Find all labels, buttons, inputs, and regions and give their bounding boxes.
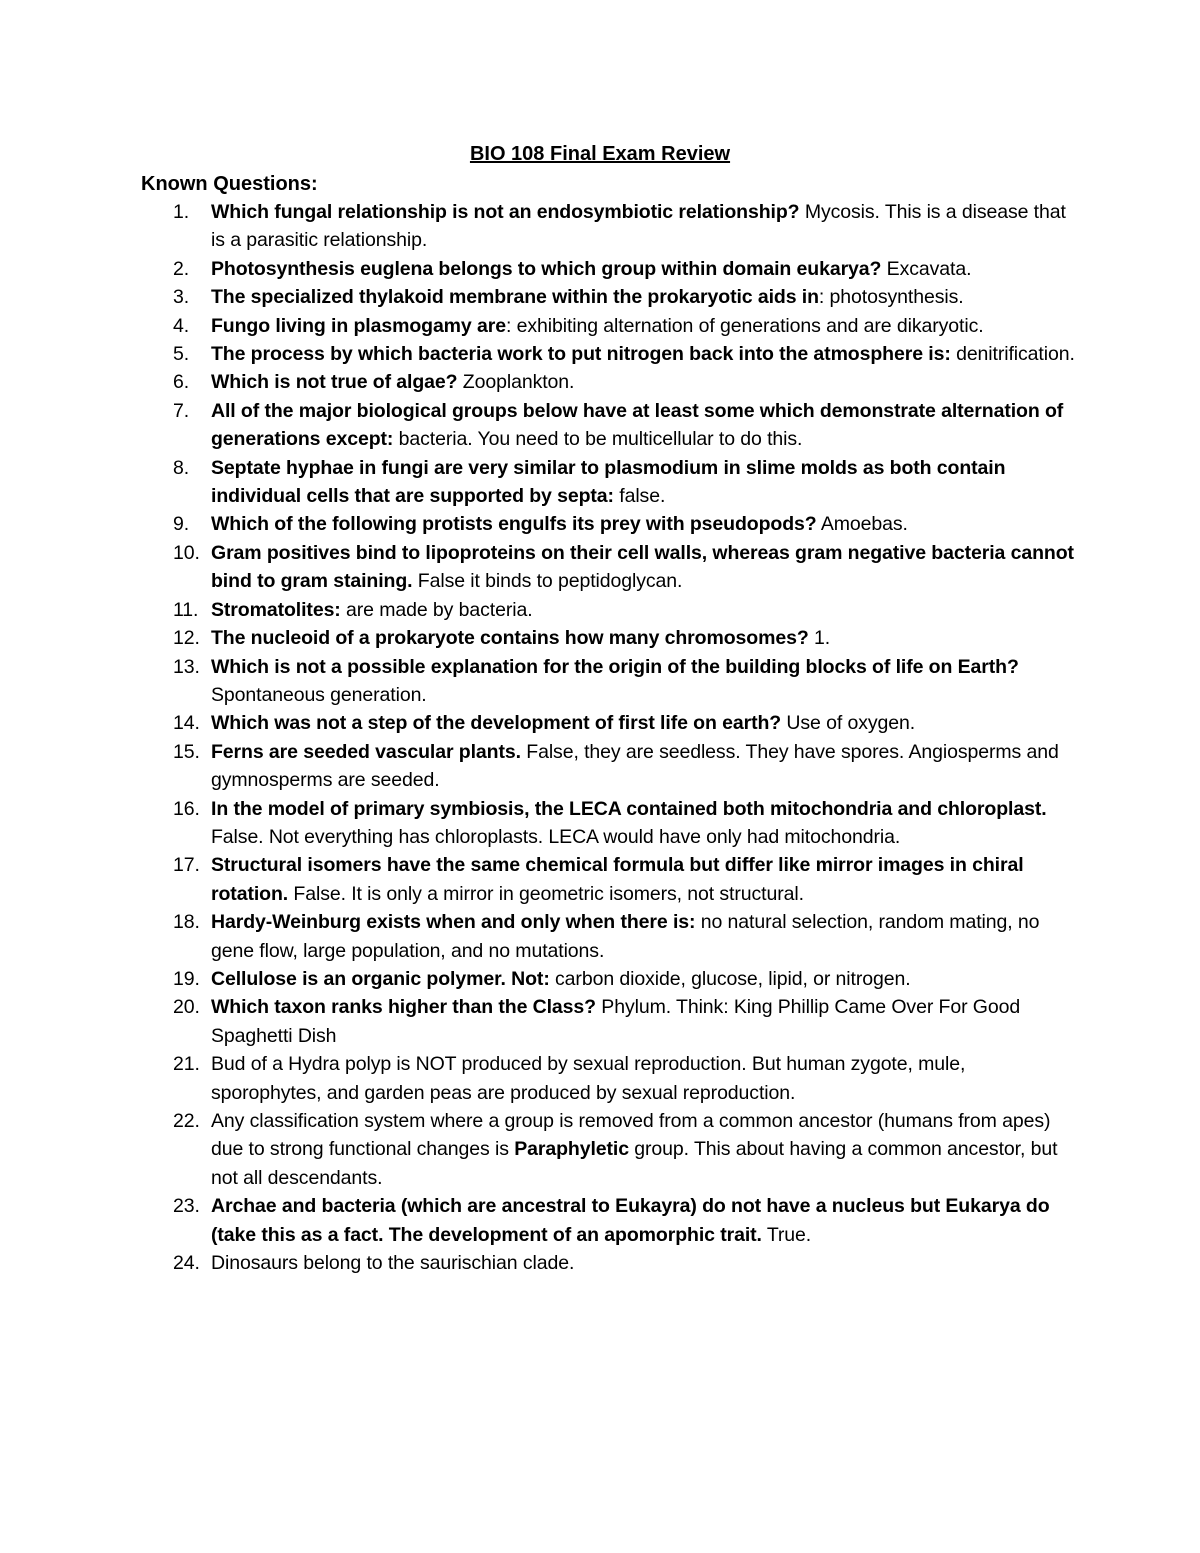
list-item — [0, 653, 1200, 710]
item-number: 11. — [173, 598, 199, 621]
list-item — [0, 1107, 1200, 1192]
question-text: All of the major biological groups below have at least some which demonstrate alternation of generations except: — [211, 399, 1064, 451]
list-item — [0, 596, 1200, 624]
list-item — [0, 709, 1200, 737]
answer-text: denitrification. — [950, 343, 1075, 366]
item-number: 15. — [173, 740, 200, 763]
answer-text: are made by bacteria. — [340, 598, 533, 621]
question-text: In the model of primary symbiosis, the LECA contained both mitochondria and chloroplast. — [211, 797, 1047, 820]
question-text: Structural isomers have the same chemical formula but differ like mirror images in chiral rotation. — [211, 854, 1024, 905]
answer-text: Phylum. Think: King Phillip Came Over For Good Spaghetti Dish — [211, 996, 1021, 1047]
answer-text: False. It is only a mirror in geometric isomers, not structural. — [288, 882, 804, 905]
section-heading: Known Questions: — [141, 173, 318, 195]
answer-text: : photosynthesis. — [818, 286, 964, 309]
question-text: Paraphyletic — [514, 1138, 629, 1161]
item-number: 19. — [173, 967, 200, 990]
answer-text: Zooplankton. — [457, 371, 575, 394]
list-item — [0, 368, 1200, 396]
question-text: Ferns are seeded vascular plants. — [211, 740, 521, 763]
question-text: Which fungal relationship is not an endosymbiotic relationship? — [211, 201, 800, 223]
answer-text: Spontaneous generation. — [211, 683, 427, 706]
question-text: Which of the following protists engulfs its prey with pseudopods? — [211, 513, 817, 536]
question-text: Hardy-Weinburg exists when and only when there is: — [211, 911, 696, 934]
list-item — [0, 510, 1200, 538]
list-item — [0, 283, 1200, 311]
item-number: 9. — [173, 513, 190, 536]
list-item — [0, 454, 1200, 511]
list-item — [0, 312, 1200, 340]
list-item — [0, 851, 1200, 908]
item-number: 6. — [173, 371, 190, 394]
list-item — [0, 255, 1200, 283]
item-number: 20. — [173, 996, 200, 1019]
item-number: 5. — [173, 343, 190, 366]
list-item — [0, 624, 1200, 652]
question-text: The nucleoid of a prokaryote contains how many chromosomes? — [211, 627, 809, 650]
answer-text: Use of oxygen. — [781, 712, 916, 735]
list-item — [0, 397, 1200, 454]
answer-text: Dinosaurs belong to the saurischian clade. — [211, 1252, 575, 1275]
answer-text: carbon dioxide, glucose, lipid, or nitrogen. — [549, 967, 911, 990]
question-text: Gram positives bind to lipoproteins on their cell walls, whereas gram negative bacteria cannot bind to gram staining. — [211, 541, 1074, 593]
item-number: 23. — [173, 1195, 200, 1218]
answer-text: : exhibiting alternation of generations and are dikaryotic. — [505, 314, 984, 337]
list-item — [0, 1050, 1200, 1107]
list-item — [0, 993, 1200, 1050]
question-text: Photosynthesis euglena belongs to which group within domain eukarya? — [211, 257, 882, 280]
answer-text: bacteria. You need to be multicellular to do this. — [393, 428, 803, 451]
list-item — [0, 795, 1200, 852]
item-number: 17. — [173, 854, 200, 877]
question-text: Septate hyphae in fungi are very similar to plasmodium in slime molds as both contain individual cells that are supported by septa: — [211, 456, 1006, 508]
question-text: Which taxon ranks higher than the Class? — [211, 996, 596, 1019]
item-number: 21. — [173, 1053, 200, 1076]
item-number: 3. — [173, 286, 190, 309]
item-number: 1. — [173, 201, 190, 223]
item-number: 22. — [173, 1110, 200, 1132]
question-text: The specialized thylakoid membrane within the prokaryotic aids in — [211, 286, 819, 309]
item-number: 13. — [173, 655, 200, 678]
answer-text: Excavata. — [881, 257, 972, 280]
answer-text: Amoebas. — [816, 513, 908, 536]
question-text: Cellulose is an organic polymer. Not: — [211, 967, 550, 990]
item-number: 14. — [173, 712, 200, 735]
answer-text: group. This about having a common ancestor, but not all descendants. — [211, 1138, 1058, 1189]
list-item — [0, 1249, 1200, 1277]
question-text: Which is not true of algae? — [211, 371, 458, 394]
list-item — [0, 539, 1200, 596]
question-text: Archae and bacteria (which are ancestral to Eukayra) do not have a nucleus but Eukarya do (take this as a fact. The development of an apomorphic trait. — [211, 1195, 1050, 1246]
item-number: 16. — [173, 797, 200, 820]
answer-text: Mycosis. This is a disease that is a parasitic relationship. — [211, 201, 1066, 252]
question-text: Which was not a step of the development of first life on earth? — [211, 712, 782, 735]
question-text: Stromatolites: — [211, 598, 341, 621]
answer-text: no natural selection, random mating, no gene flow, large population, and no mutations. — [211, 911, 1040, 962]
question-text: The process by which bacteria work to put nitrogen back into the atmosphere is: — [211, 343, 951, 366]
item-number: 12. — [173, 627, 200, 650]
answer-text: Any classification system where a group is removed from a common ancestor (humans from apes) due to strong functional changes is — [211, 1110, 1051, 1161]
item-number: 4. — [173, 314, 190, 337]
item-number: 7. — [173, 399, 190, 422]
question-text: Which is not a possible explanation for the origin of the building blocks of life on Earth? — [211, 655, 1019, 678]
list-item — [0, 908, 1200, 965]
answer-text: Bud of a Hydra polyp is NOT produced by sexual reproduction. But human zygote, mule, sporophytes, and garden peas are produced by sexual reproduction. — [211, 1053, 966, 1104]
answer-text: False, they are seedless. They have spores. Angiosperms and gymnosperms are seeded. — [211, 740, 1059, 792]
list-item — [0, 738, 1200, 795]
answer-text: false. — [613, 485, 666, 508]
item-number: 2. — [173, 257, 190, 280]
item-number: 10. — [173, 541, 200, 564]
answer-text: False. Not everything has chloroplasts. LECA would have only had mitochondria. — [211, 825, 901, 848]
answer-text: False it binds to peptidoglycan. — [412, 570, 683, 593]
item-number: 24. — [173, 1252, 200, 1275]
answer-text: 1. — [808, 627, 831, 650]
answer-text: True. — [761, 1223, 812, 1246]
list-item — [0, 198, 1200, 255]
list-item — [0, 965, 1200, 993]
page-title: BIO 108 Final Exam Review — [469, 143, 731, 165]
item-number: 8. — [173, 456, 190, 479]
list-item — [0, 1192, 1200, 1249]
list-item — [0, 340, 1200, 368]
question-text: Fungo living in plasmogamy are — [211, 314, 506, 337]
question-list — [0, 198, 1200, 1277]
item-number: 18. — [173, 911, 200, 934]
